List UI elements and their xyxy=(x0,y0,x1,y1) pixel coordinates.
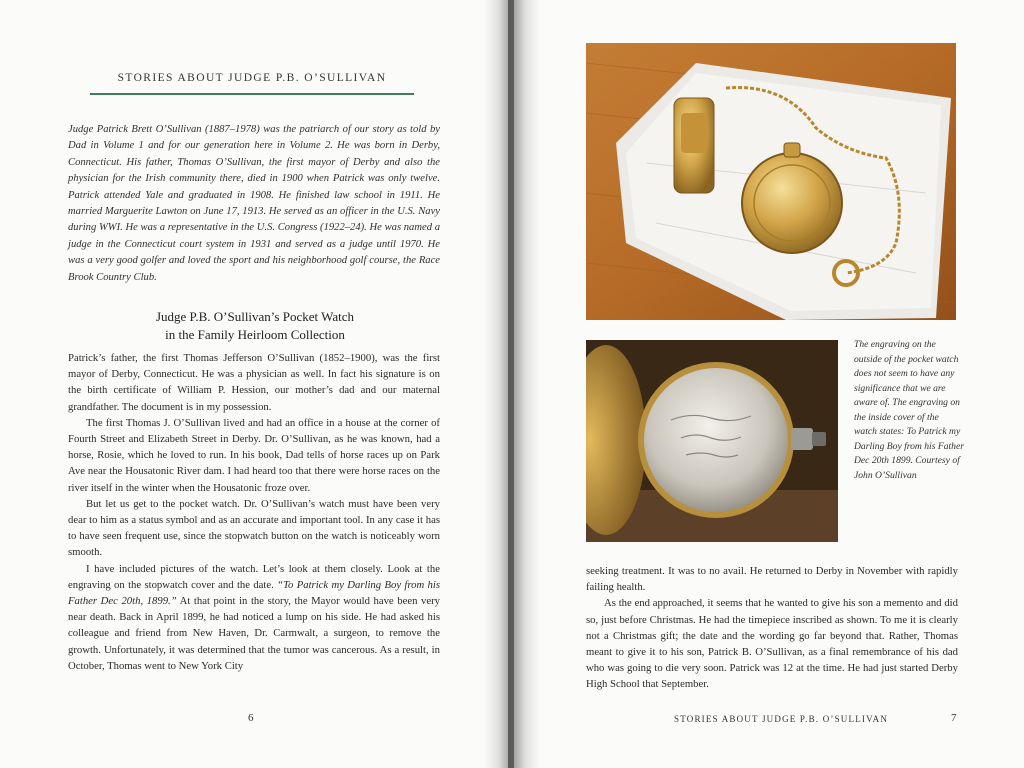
body-paragraph: seeking treatment. It was to no avail. He returned to Derby in November with rapidly failing health. xyxy=(586,565,958,594)
paragraph-text: At that point in the story, the Mayor would have been very near death. Back in April 1899, he had noticed a lump on his side. He had asked his colleague and friend from New Haven, Dr. Carmwalt, a surgeon, to remove the growth. Unfortunately, it was determined that the tumor was cancerous. As a result, in October, Thomas went to New York City xyxy=(68,595,440,672)
photo-caption: The engraving on the outside of the pocket watch does not seem to have any significance that we are aware of. The engraving on the inside cover of the watch states: To Patrick my Darling Boy from his Father Dec 20th 1899. Courtesy of John O’Sullivan xyxy=(854,339,964,481)
page-number: 7 xyxy=(951,712,957,724)
left-body-text xyxy=(68,350,440,674)
running-header: STORIES ABOUT JUDGE P.B. O’SULLIVAN xyxy=(117,72,387,84)
header-rule xyxy=(90,93,414,95)
body-paragraph xyxy=(68,561,440,674)
section-heading-line-2: in the Family Heirloom Collection xyxy=(165,327,345,342)
gutter-shadow xyxy=(484,0,510,768)
left-page xyxy=(0,0,510,768)
section-heading xyxy=(110,308,400,344)
gutter-shadow xyxy=(514,0,540,768)
intro-paragraph: Judge Patrick Brett O’Sullivan (1887–1978) was the patriarch of our story as told by Dad in Volume 1 and for our generation here in Volume 2. He was born in Derby, Connecticut. His father, Thomas O’Sullivan, the first mayor of Derby and also the physician for the Irish community there, died in 1900 when Patrick was only twelve. Patrick attended Yale and graduated in 1908. He finished law school in 1911. He married Marguerite Lawton on June 17, 1913. He served as an officer in the U.S. Navy during WWI. He was a representative in the U.S. Congress (1922–24). He was named a judge in the Connecticut court system in 1931 and served as a judge until 1970. He was a very good golfer and loved the sport and his neighborhood golf course, the Race Brook Country Club. xyxy=(68,124,440,283)
photo-pocket-watch-open xyxy=(586,340,838,542)
photo-pocket-watch-closed xyxy=(586,43,956,320)
body-paragraph: As the end approached, it seems that he wanted to give his son a memento and did so, just before Christmas. He had the timepiece inscribed as shown. To me it is clearly not a Christmas gift; the date and the wording go far beyond that. Rather, Thomas meant to give it to his son, Patrick B. O’Sullivan, as a final remembrance of his dad who was going to die very soon. Patrick was 12 at the time. He had just started Derby High School that September. xyxy=(586,597,958,691)
body-paragraph: But let us get to the pocket watch. Dr. O’Sullivan’s watch must have been very dear to him as a status symbol and as an accurate and important tool. In any case it has to have seen frequent use, since the stopwatch button on the watch is noticeably worn smooth. xyxy=(68,497,440,559)
pocket-watch-closed-image xyxy=(586,43,956,320)
right-body-text xyxy=(586,563,958,693)
running-footer: STORIES ABOUT JUDGE P.B. O’SULLIVAN xyxy=(674,714,889,724)
right-page xyxy=(514,0,1024,768)
engraving-quote: “To Patrick my Darling Boy from his Father Dec 20th, 1899.” xyxy=(68,578,440,608)
section-heading-line-1: Judge P.B. O’Sullivan’s Pocket Watch xyxy=(155,309,355,324)
body-paragraph: The first Thomas J. O’Sullivan lived and had an office in a house at the corner of Fourth Street and Elizabeth Street in Derby. Dr. O’Sullivan, as he was known, had a horse, Rosie, which he loved to run. In his book, Dad tells of horse races up on Park Ave near the Housatonic River dam. I had heard too that there were horse races on the river itself in the winter when the Housatonic froze over. xyxy=(68,416,440,494)
body-paragraph: Patrick’s father, the first Thomas Jefferson O’Sullivan (1852–1900), was the first mayor of Derby, Connecticut. He was a physician as well. In fact his signature is on the birth certificate of William P. Hession, our mother’s dad and our maternal grandfather. The document is in my possession. xyxy=(68,352,440,413)
pocket-watch-open-image xyxy=(586,340,838,542)
paragraph-text: I have included pictures of the watch. Let’s look at them closely. Look at the engraving on the stopwatch cover and the date. xyxy=(68,562,440,591)
page-number: 6 xyxy=(248,712,254,724)
